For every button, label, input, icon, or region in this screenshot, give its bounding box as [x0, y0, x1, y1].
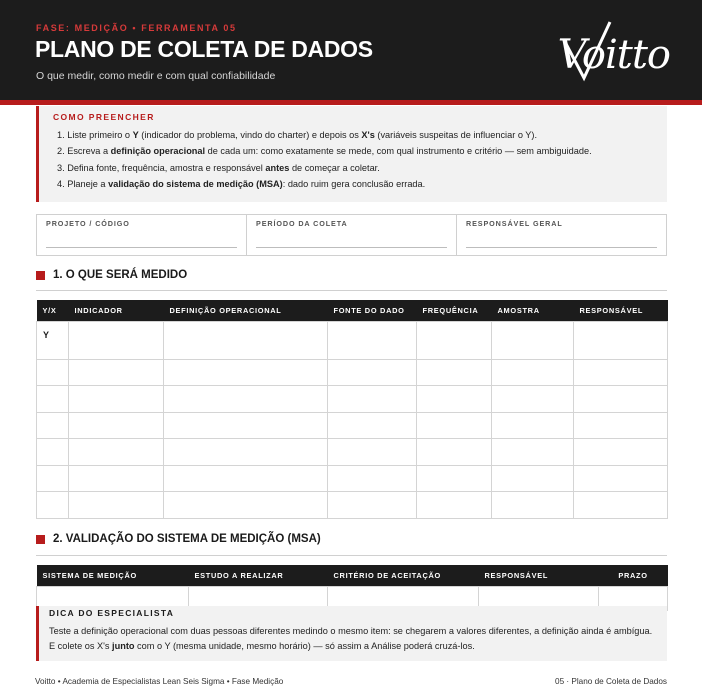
col-study: ESTUDO A REALIZAR	[189, 565, 328, 586]
table-cell[interactable]	[69, 412, 164, 439]
page-subtitle: O que medir, como medir e com qual confiabilidade	[36, 70, 276, 82]
how-to-list	[57, 127, 592, 193]
table-cell[interactable]	[164, 412, 328, 439]
section-1-rule	[36, 290, 667, 291]
voitto-logo	[550, 18, 670, 84]
project-code-line	[46, 247, 237, 248]
col-acceptance-criterion: CRITÉRIO DE ACEITAÇÃO	[328, 565, 479, 586]
section-2-title: 2. VALIDAÇÃO DO SISTEMA DE MEDIÇÃO (MSA)	[53, 533, 321, 545]
table-cell[interactable]	[37, 465, 69, 492]
table-cell[interactable]	[574, 386, 668, 413]
measures-table	[36, 300, 668, 519]
col-yx: Y/X	[37, 300, 69, 321]
table-cell[interactable]	[417, 321, 492, 359]
how-to-step-2: 2. Escreva a definição operacional de cada um: como exatamente se mede, com qual instrumento e critério — sem ambiguidade.	[57, 146, 592, 157]
how-to-panel	[36, 106, 667, 202]
project-info-fields	[36, 214, 667, 256]
table-row	[37, 359, 668, 386]
section-square-icon	[36, 535, 45, 544]
how-to-step-1: 1. Liste primeiro o Y (indicador do problema, vindo do charter) e depois os X's (variáveis suspeitas de influenciar o Y).	[57, 130, 538, 140]
msa-header-row	[37, 565, 668, 586]
table-cell[interactable]	[492, 321, 574, 359]
section-2-rule	[36, 555, 667, 556]
table-cell[interactable]	[164, 465, 328, 492]
expert-tip-panel	[36, 606, 667, 661]
general-owner-field[interactable]	[457, 215, 666, 255]
table-cell[interactable]	[574, 439, 668, 466]
table-cell[interactable]	[328, 359, 417, 386]
how-to-step-3: 3. Defina fonte, frequência, amostra e responsável antes de começar a coletar.	[57, 162, 380, 173]
page-header	[0, 0, 702, 100]
table-cell[interactable]	[37, 359, 69, 386]
table-cell[interactable]	[417, 439, 492, 466]
table-cell[interactable]	[417, 359, 492, 386]
table-cell[interactable]	[328, 439, 417, 466]
table-cell[interactable]	[492, 492, 574, 519]
col-measurement-system: SISTEMA DE MEDIÇÃO	[37, 565, 189, 586]
table-cell[interactable]	[492, 359, 574, 386]
header-accent-stripe	[0, 100, 702, 105]
expert-tip-title: DICA DO ESPECIALISTA	[49, 608, 175, 618]
col-msa-owner: RESPONSÁVEL	[479, 565, 599, 586]
section-1-heading	[36, 269, 187, 281]
table-cell[interactable]	[574, 412, 668, 439]
general-owner-label: RESPONSÁVEL GERAL	[466, 219, 563, 228]
general-owner-line	[466, 247, 657, 248]
table-cell[interactable]	[164, 321, 328, 359]
table-cell[interactable]	[69, 321, 164, 359]
table-cell[interactable]	[37, 439, 69, 466]
page-title: PLANO DE COLETA DE DADOS	[35, 36, 373, 62]
how-to-step-4: 4. Planeje a validação do sistema de medição (MSA): dado ruim gera conclusão errada.	[57, 179, 426, 190]
table-cell[interactable]	[37, 492, 69, 519]
table-cell[interactable]	[492, 465, 574, 492]
table-cell[interactable]	[37, 412, 69, 439]
section-2-heading	[36, 533, 321, 545]
table-cell[interactable]	[417, 465, 492, 492]
table-cell[interactable]	[574, 492, 668, 519]
col-deadline: PRAZO	[599, 565, 668, 586]
table-cell[interactable]	[417, 412, 492, 439]
project-code-field[interactable]	[37, 215, 247, 255]
col-sample: AMOSTRA	[492, 300, 574, 321]
table-cell[interactable]	[164, 439, 328, 466]
table-cell[interactable]	[164, 386, 328, 413]
table-cell[interactable]	[328, 492, 417, 519]
table-row	[37, 321, 668, 359]
project-code-label: PROJETO / CÓDIGO	[46, 219, 130, 228]
table-cell[interactable]	[574, 321, 668, 359]
table-cell[interactable]	[69, 439, 164, 466]
table-cell[interactable]	[69, 386, 164, 413]
table-cell[interactable]	[328, 412, 417, 439]
measures-header-row	[37, 300, 668, 321]
table-cell[interactable]	[328, 386, 417, 413]
table-cell[interactable]	[574, 465, 668, 492]
table-cell[interactable]: Y	[37, 321, 69, 359]
col-indicator: INDICADOR	[69, 300, 164, 321]
table-cell[interactable]	[37, 386, 69, 413]
table-row	[37, 492, 668, 519]
collection-period-field[interactable]	[247, 215, 457, 255]
section-1-title: 1. O QUE SERÁ MEDIDO	[53, 269, 188, 281]
table-cell[interactable]	[492, 386, 574, 413]
table-cell[interactable]	[164, 359, 328, 386]
table-cell[interactable]	[492, 412, 574, 439]
expert-tip-text: Teste a definição operacional com duas pessoas diferentes medindo o mesmo item: se chegarem a valores diferentes, a definição ainda é ambígua. E colete os X's junto com o Y (mesma unidade, mesmo horário) — só assim a Análise poderá cruzá-los.	[49, 626, 653, 651]
col-data-source: FONTE DO DADO	[328, 300, 417, 321]
col-frequency: FREQUÊNCIA	[417, 300, 492, 321]
table-row	[37, 465, 668, 492]
table-cell[interactable]	[164, 492, 328, 519]
collection-period-line	[256, 247, 447, 248]
table-row	[37, 386, 668, 413]
table-row	[37, 412, 668, 439]
table-row	[37, 439, 668, 466]
table-cell[interactable]	[328, 465, 417, 492]
table-cell[interactable]	[69, 492, 164, 519]
collection-period-label: PERÍODO DA COLETA	[256, 219, 348, 228]
footer-left: Voitto • Academia de Especialistas Lean Seis Sigma • Fase Medição	[35, 677, 284, 686]
table-cell[interactable]	[417, 386, 492, 413]
col-owner: RESPONSÁVEL	[574, 300, 668, 321]
table-cell[interactable]	[492, 439, 574, 466]
footer-right: 05 · Plano de Coleta de Dados	[555, 677, 667, 686]
msa-table	[36, 565, 668, 611]
col-operational-definition: DEFINIÇÃO OPERACIONAL	[164, 300, 328, 321]
logo-wordmark: Voitto	[557, 32, 670, 78]
table-cell[interactable]	[69, 359, 164, 386]
table-cell[interactable]	[574, 359, 668, 386]
table-cell[interactable]	[69, 465, 164, 492]
table-cell[interactable]	[328, 321, 417, 359]
section-square-icon	[36, 271, 45, 280]
how-to-title: COMO PREENCHER	[53, 112, 155, 122]
phase-eyebrow: FASE: MEDIÇÃO • FERRAMENTA 05	[36, 23, 237, 33]
table-cell[interactable]	[417, 492, 492, 519]
